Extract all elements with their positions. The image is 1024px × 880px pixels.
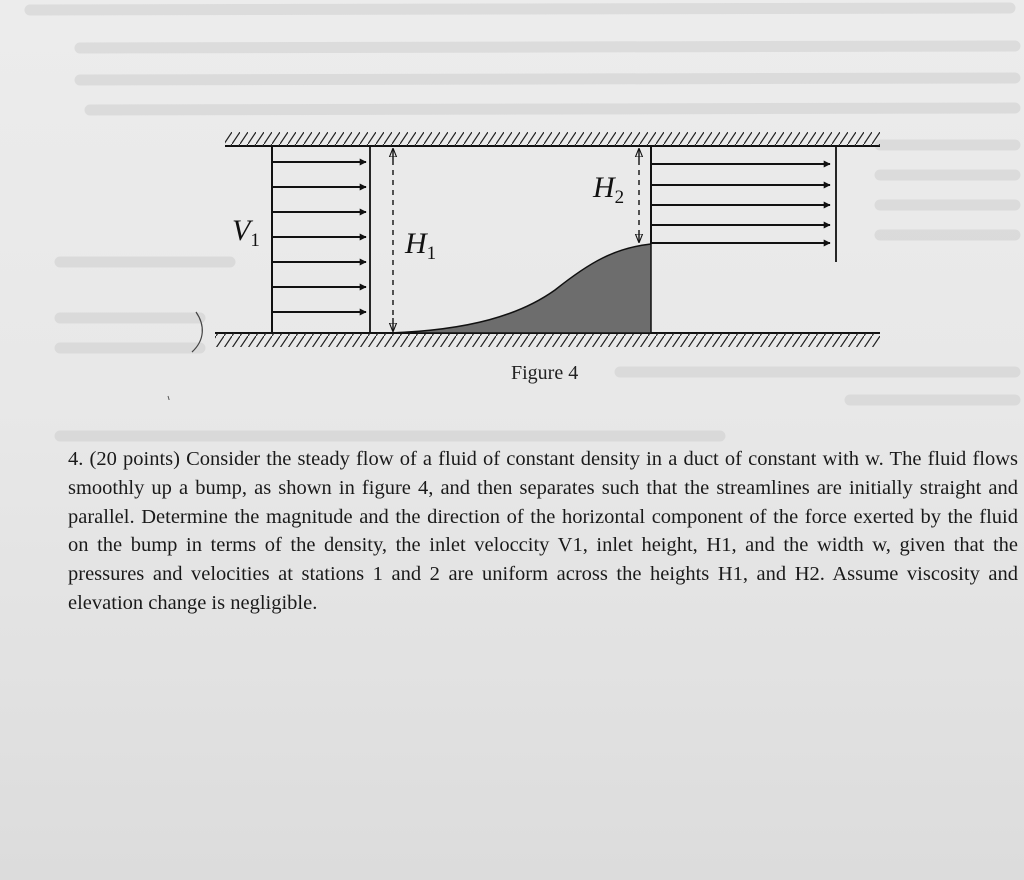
h2-label: $H_2$ <box>593 171 625 208</box>
h1-label: $H_1$ <box>405 227 437 264</box>
problem-text: 4. (20 points) Consider the steady flow of a fluid of constant density in a duct of constant with w. The fluid flows smoothly up a bump, as shown in figure 4, and then separates such that the streamlines are initially straight and parallel. Determine the magnitude and the direction of the horizontal component of the force exerted by the fluid on the bump in terms of the density, the inlet veloccity V1, inlet height, H1, and the width w, given that the pressures and velocities at stations 1 and 2 are uniform across the heights H1, and H2. Assume viscosity and elevation change is negligible. <box>68 448 1018 614</box>
pencil-mark-2 <box>166 396 170 400</box>
duct-figure <box>0 0 1024 400</box>
outlet-velocity-profile <box>651 146 836 262</box>
bottom-wall <box>215 333 880 347</box>
inlet-velocity-profile <box>272 146 370 333</box>
top-wall <box>225 132 880 146</box>
figure-caption: Figure 4 <box>511 362 579 384</box>
pencil-mark <box>192 312 202 352</box>
problem-statement <box>68 445 1018 618</box>
v1-label: $V_1$ <box>232 214 260 251</box>
